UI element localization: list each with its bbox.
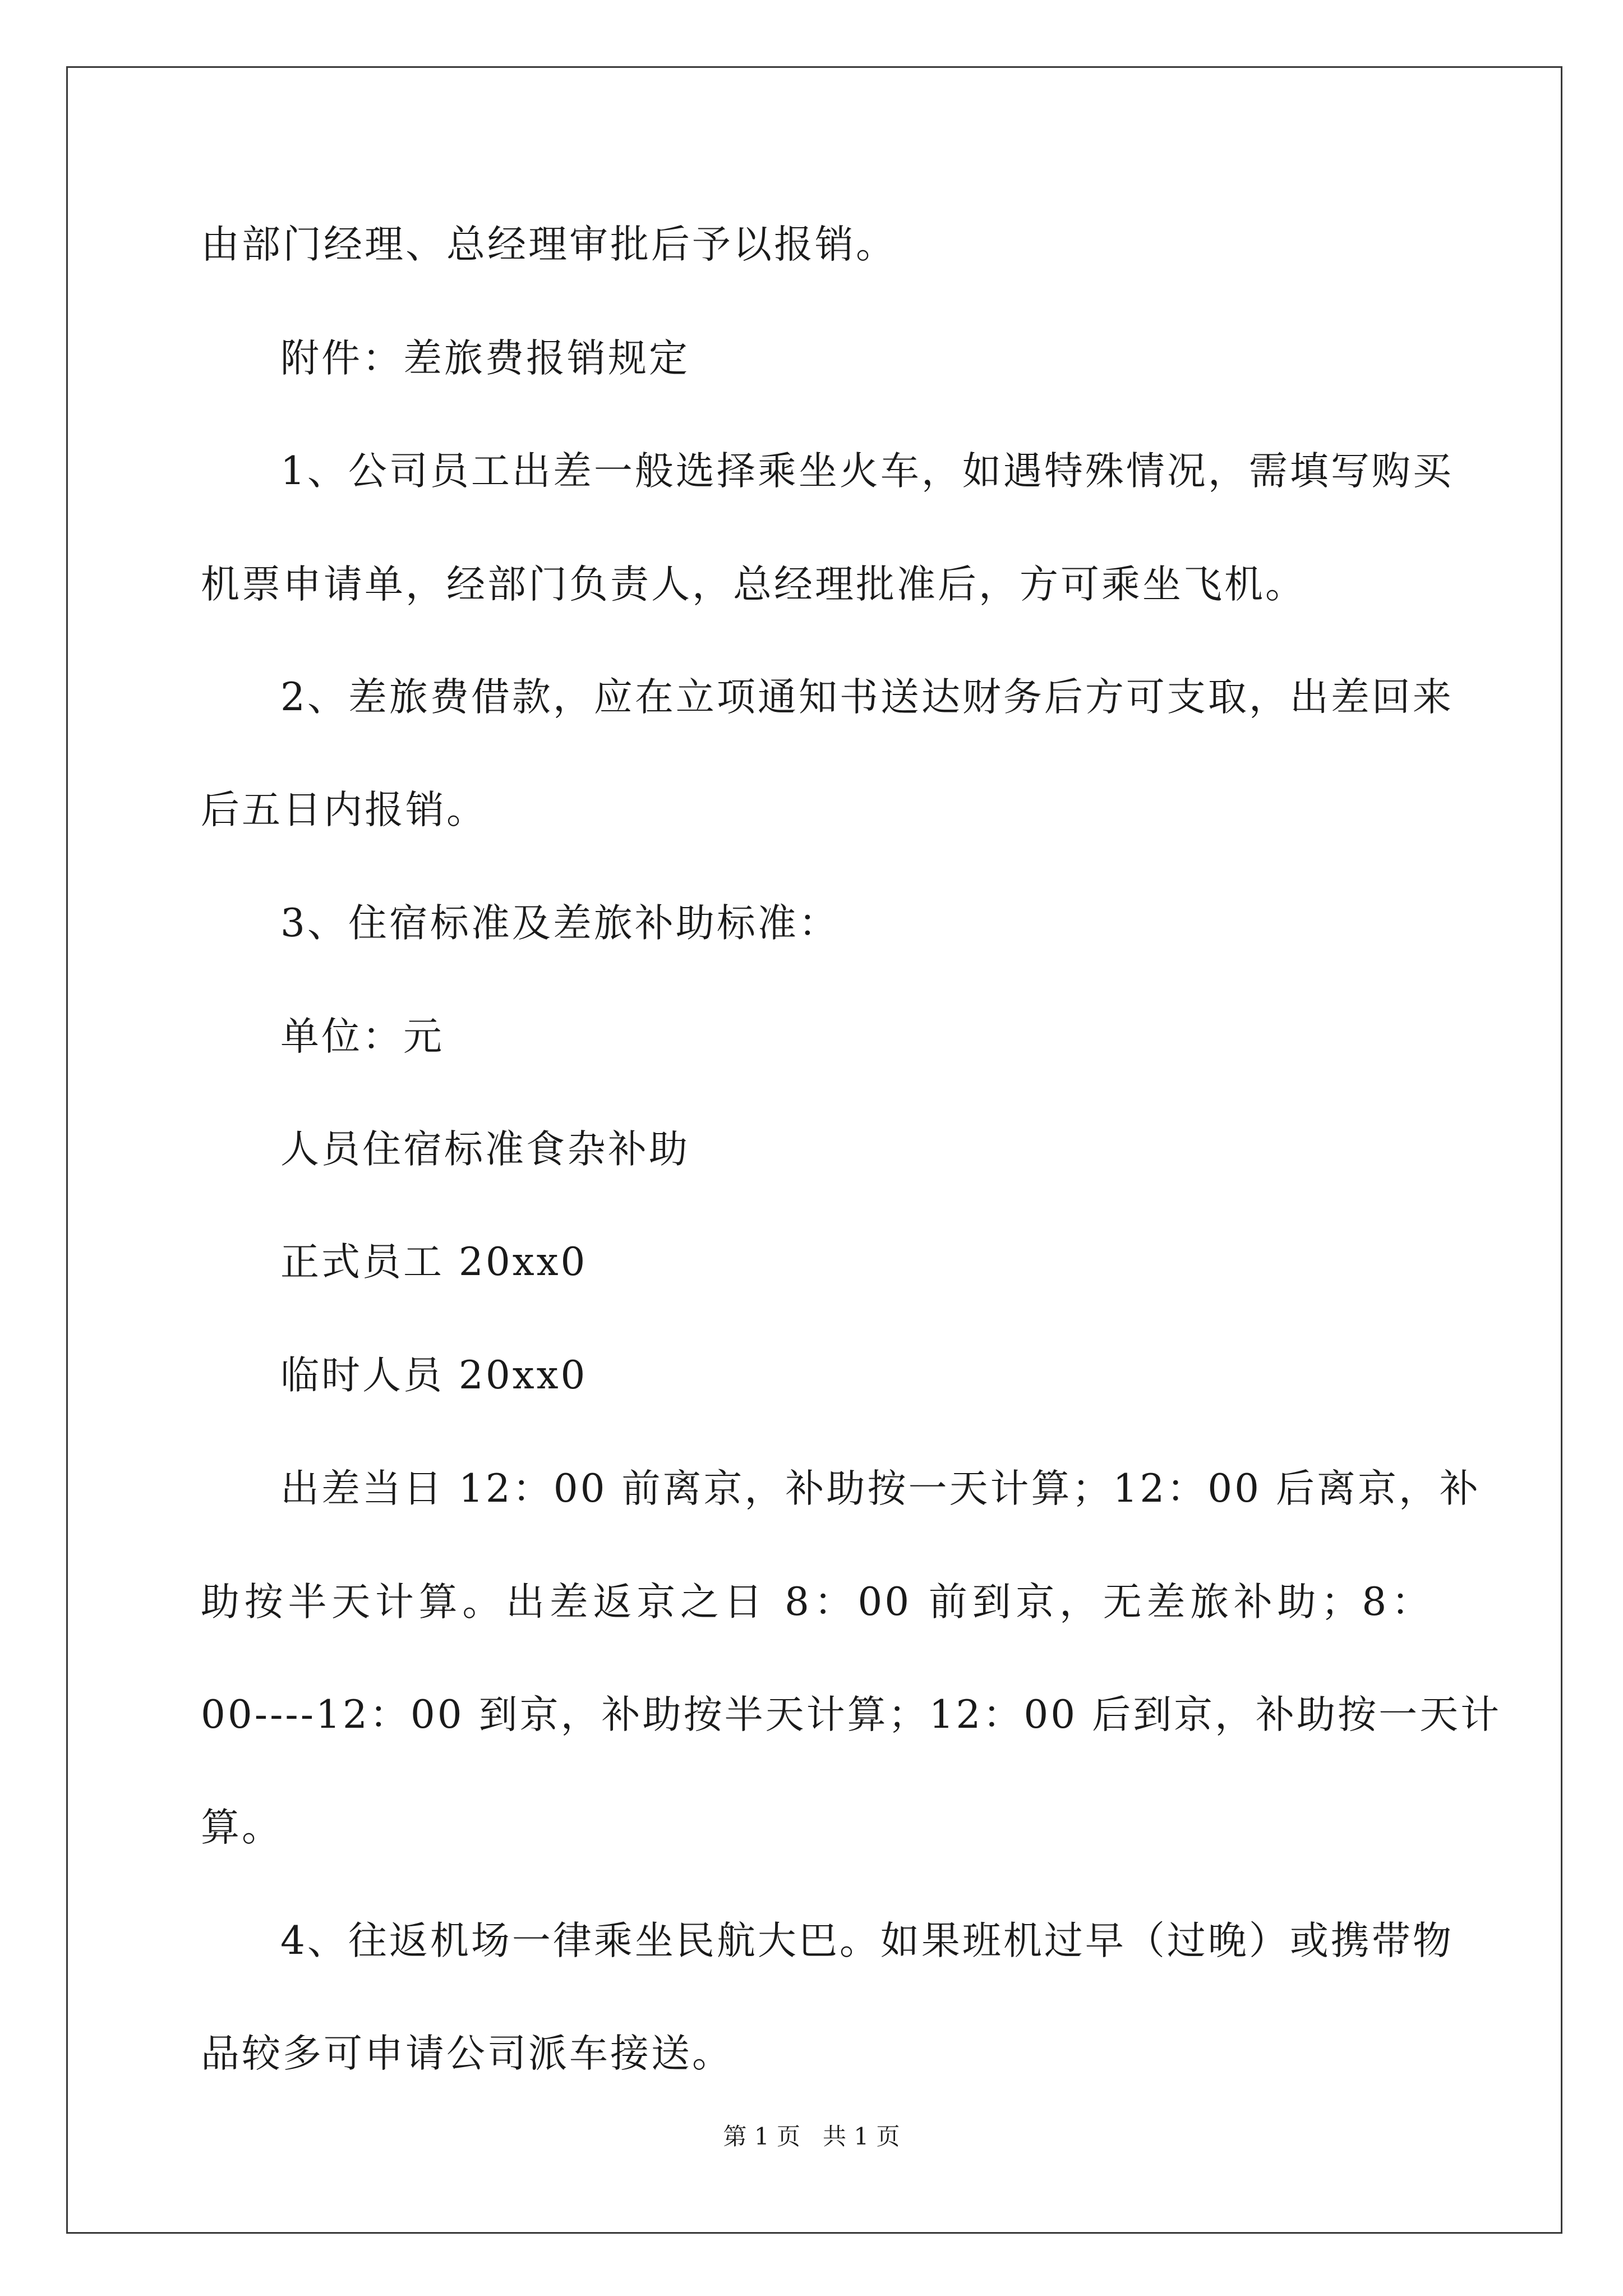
rule-2-line-1: 2、差旅费借款，应在立项通知书送达财务后方可支取，出差回来 xyxy=(280,675,1454,720)
rule-4-line-2: 品较多可申请公司派车接送。 xyxy=(201,2031,733,2076)
table-header-line: 人员住宿标准食杂补助 xyxy=(280,1127,690,1172)
allowance-line-3: 00----12：00 到京，补助按半天计算；12：00 后到京，补助按一天计 xyxy=(201,1692,1502,1737)
rule-4-line-1: 4、往返机场一律乘坐民航大巴。如果班机过早（过晚）或携带物 xyxy=(280,1918,1454,1963)
rule-1-line-2: 机票申请单，经部门负责人，总经理批准后，方可乘坐飞机。 xyxy=(201,562,1306,607)
allowance-line-4: 算。 xyxy=(201,1805,283,1850)
regular-staff-line: 正式员工 20xx0 xyxy=(280,1240,588,1285)
allowance-line-1: 出差当日 12：00 前离京，补助按一天计算；12：00 后离京，补 xyxy=(280,1466,1481,1511)
rule-1-line-1: 1、公司员工出差一般选择乘坐火车，如遇特殊情况，需填写购买 xyxy=(280,449,1454,494)
attachment-heading: 附件：差旅费报销规定 xyxy=(280,336,690,381)
text-line-1: 由部门经理、总经理审批后予以报销。 xyxy=(201,222,897,267)
allowance-line-2: 助按半天计算。出差返京之日 8：00 前到京，无差旅补助；8： xyxy=(201,1580,1432,1625)
rule-2-line-2: 后五日内报销。 xyxy=(201,788,487,832)
unit-label: 单位：元 xyxy=(280,1014,444,1059)
temporary-staff-line: 临时人员 20xx0 xyxy=(280,1353,588,1398)
rule-3-heading: 3、住宿标准及差旅补助标准： xyxy=(280,901,840,946)
page-number-footer: 第 1 页 共 1 页 xyxy=(723,2123,900,2150)
